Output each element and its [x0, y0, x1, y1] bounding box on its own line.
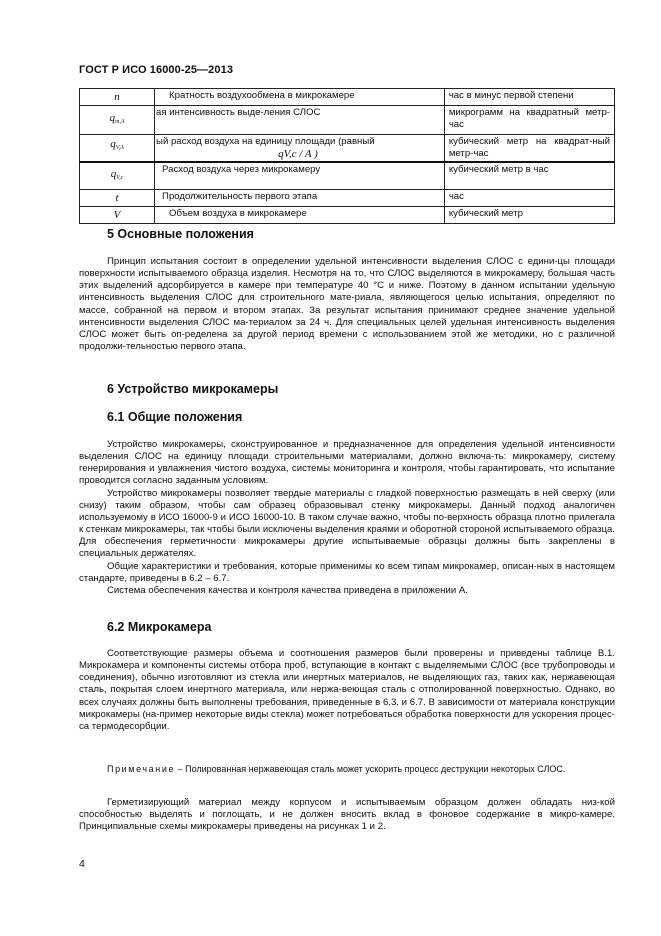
- unit-cell: час: [444, 190, 614, 207]
- page-number: 4: [79, 858, 85, 870]
- description-cell: Объем воздуха в микрокамере: [155, 207, 445, 224]
- paragraph: Система обеспечения качества и контроля качества приведена в приложении А.: [107, 584, 468, 596]
- unit-cell: кубический метр на квадрат-ный метр-час: [444, 135, 614, 163]
- symbol-cell: [80, 135, 155, 163]
- description-cell: ая интенсивность выде-ления СЛОС: [155, 106, 445, 135]
- symbol-subscript: V,c: [116, 175, 124, 181]
- paragraph: Устройство микрокамеры, сконструированное и предназначенное для определения удельной интенсивности выделения СЛОС на единицу площади строительными материалами, должно включа-ть: микрокамеру, систему генерирования и увлажнения чистого воздуха, системы мониторинга и контроля, чтобы гарантировать, что испытание проводится согласно заданным условиям.: [79, 439, 615, 487]
- description-formula: qV,c / A ): [278, 148, 318, 160]
- section-heading: 6 Устройство микрокамеры: [107, 382, 279, 396]
- unit-cell: час в минус первой степени: [444, 89, 614, 106]
- symbol-cell: [80, 89, 155, 106]
- unit-cell: микрограмм на квадратный метр-час: [444, 106, 614, 135]
- section-heading: 6.2 Микрокамера: [107, 620, 212, 634]
- table-row: [80, 106, 615, 135]
- table-row: [80, 135, 615, 163]
- unit-cell: кубический метр в час: [444, 162, 614, 190]
- section-6-2-body: [79, 648, 615, 733]
- section-5-body: [79, 256, 615, 353]
- description-cell: Кратность воздухообмена в микрокамере: [155, 89, 445, 106]
- symbol-cell: [80, 106, 155, 135]
- section-5: [79, 228, 615, 240]
- section-6-2: [79, 621, 615, 633]
- table-row: [80, 162, 615, 190]
- note-text: [79, 763, 615, 775]
- section-heading: 5 Основные положения: [107, 227, 254, 241]
- note-body: – Полированная нержавеющая сталь может ускорить процесс деструкции некоторых СЛОС.: [175, 764, 566, 774]
- symbol: V: [113, 209, 121, 221]
- description-cell: Расход воздуха через микрокамеру: [155, 162, 445, 190]
- symbols-table: [79, 88, 615, 224]
- symbol-subscript: m,A: [115, 119, 125, 125]
- unit-cell: кубический метр: [444, 207, 614, 224]
- symbol: q: [109, 112, 116, 124]
- symbol-subscript: V,A: [115, 145, 124, 151]
- table-row: [80, 190, 615, 207]
- section-heading: 6.1 Общие положения: [107, 410, 243, 424]
- section-6-1: [79, 411, 615, 423]
- paragraph: Герметизирующий материал между корпусом и испытываемым образцом должен обладать низ-кой способностью выделять и поглощать, и не должен вносить вклад в фоновое содержание в микро-камере. Принципиальные схемы микрокамеры приведены на рисунках 1 и 2.: [79, 797, 615, 833]
- symbol-cell: [80, 162, 155, 190]
- description-cell: Продолжительность первого этапа: [155, 190, 445, 207]
- symbol: q: [110, 138, 116, 150]
- note: [79, 763, 615, 775]
- section-6-1-body: [79, 439, 615, 597]
- description-cell: [155, 135, 445, 163]
- table-row: [80, 207, 615, 224]
- symbol: n: [114, 91, 120, 103]
- symbol-cell: [80, 207, 155, 224]
- paragraph: Принцип испытания состоит в определении удельной интенсивности выделения СЛОС с едини-цы площади поверхности испытываемого образца изделия. Несмотря на то, что СЛОС выделяются в микрокамеру, большая часть этих выделений адсорбируется в камере при температуре 40 °С и ниже. Поэтому в данном испытании удельную интенсивность выделения СЛОС для строительного мате-риала, являющегося целью испытания, определяют по массе, собранной на первом и втором этапах. За результат испытания принимают среднее значение удельной интенсивности выделения СЛОС ма-териалом за 24 ч. Для специальных целей удельная интенсивность выделения СЛОС может быть оп-ределена за другой период времени с использованием этой же методики, но с различной продолжи-тельностью первого этапа.: [79, 256, 615, 353]
- document-header: ГОСТ Р ИСО 16000-25—2013: [79, 64, 234, 76]
- note-label: Примечание: [107, 764, 176, 774]
- paragraph: Соответствующие размеры объема и соотношения размеров были проверены и приведены таблице В.1. Микрокамера и компоненты системы отбора проб, вступающие в контакт с выделяемыми СЛОС (все трубопроводы и соединения), обычно изготовляют из стекла или инертных материалов, не выделяющих газ, таких как, нержавеющая сталь, покрытая слоем инертного материала, или нержа-веющая сталь с отполированной поверхностью. Однако, во всех случаях должны быть выполнены требования, приведенные в 6.3. и 6.7. В зависимости от материала конструкции микрокамеры (на-пример некоторые виды стекла) может потребоваться обработка поверхности для ускорения процес-са термодесорбции.: [79, 648, 615, 732]
- table-row: [80, 89, 615, 106]
- description-text: ый расход воздуха на единицу площади (равный: [156, 136, 375, 147]
- symbol: q: [110, 168, 117, 180]
- paragraph: Общие характеристики и требования, которые применимы ко всем типам микрокамер, описан-ных в настоящем стандарте, приведены в 6.2 – 6.7.: [79, 560, 615, 584]
- paragraph: Устройство микрокамеры позволяет твердые материалы с гладкой поверхностью размещать в ней сверху (или снизу) таким образом, чтобы сам образец образовывал стенку микрокамеры. Данный подход аналогичен используемому в ИСО 16000-9 и ИСО 16000-10. В таком случае важно, чтобы по-верхность образца плотно прилегала к стенкам микрокамеры, так чтобы были исключены выделения краями и оборотной стороной испытываемого образца. Для обеспечения герметичности микрокамеры другие испытываемые образцы должны быть закреплены в специальных держателях.: [79, 487, 615, 560]
- section-6-2-body-2: [79, 797, 615, 833]
- symbol: t: [115, 192, 119, 204]
- section-6: [79, 383, 615, 395]
- symbol-cell: [80, 190, 155, 207]
